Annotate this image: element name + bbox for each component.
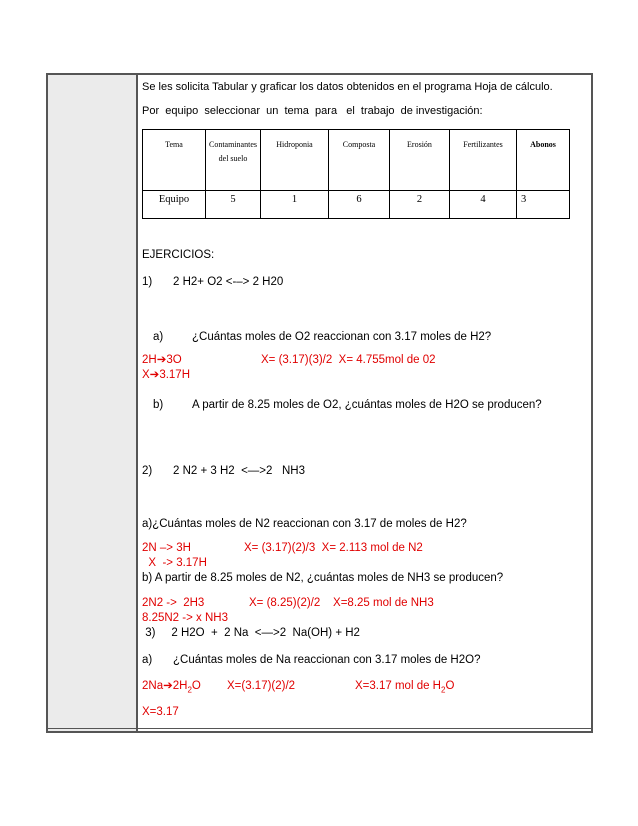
table-header-cell: Abonos (517, 130, 570, 191)
arrow-right-icon: ➔ (156, 354, 167, 366)
problem-1-number: 1) (142, 276, 153, 288)
table-cell: 2 (390, 190, 450, 218)
bottom-divider (48, 728, 591, 729)
table-header-cell: Contaminantes del suelo (206, 130, 261, 191)
answer-term: X=3.17 mol de H (355, 680, 441, 692)
arrow-right-icon: ➔ (149, 369, 160, 381)
table-cell: 3 (517, 190, 570, 218)
problem-3a-answer-left (142, 679, 201, 697)
table-cell: 1 (261, 190, 329, 218)
problem-1a-answer-line1 (142, 353, 182, 367)
table-cell: 4 (450, 190, 517, 218)
answer-term: 2H (142, 354, 157, 366)
intro-line-1: Se les solicita Tabular y graficar los datos obtenidos en el programa Hoja de cálculo. (142, 81, 553, 93)
problem-2b-answer-line1: 2N2 -> 2H3 (142, 597, 205, 609)
problem-1a-question: ¿Cuántas moles de O2 reaccionan con 3.17 moles de H2? (192, 331, 492, 343)
subscript: 2 (440, 685, 446, 695)
answer-term: 3O (166, 354, 182, 366)
problem-3a-label: a) (142, 654, 153, 666)
problem-2-number: 2) (142, 465, 153, 477)
answer-term: X (142, 369, 150, 381)
table-header-cell: Fertilizantes (450, 130, 517, 191)
topic-table (142, 129, 570, 219)
problem-1b-label: b) (153, 399, 164, 411)
table-header-cell: Erosión (390, 130, 450, 191)
table-header-cell: Tema (143, 130, 206, 191)
exercises-heading: EJERCICIOS: (142, 249, 215, 261)
problem-2a-question: a)¿Cuántas moles de N2 reaccionan con 3.17 de moles de H2? (142, 518, 467, 530)
answer-term: O (445, 680, 455, 692)
answer-term: 2H (172, 680, 188, 692)
answer-term: 2Na (142, 680, 164, 692)
left-margin-column (48, 75, 138, 731)
problem-1a-calculation: X= (3.17)(3)/2 X= 4.755mol de 02 (261, 354, 436, 366)
table-cell: 6 (329, 190, 390, 218)
table-row-label: Equipo (143, 190, 206, 218)
problem-2b-answer-line2: 8.25N2 -> x NH3 (142, 612, 228, 624)
answer-term: 3.17H (159, 369, 190, 381)
problem-3a-question: ¿Cuántas moles de Na reaccionan con 3.17 moles de H2O? (173, 654, 481, 666)
problem-1-equation: 2 H2+ O2 <-–> 2 H20 (173, 276, 284, 288)
table-data-row (143, 190, 570, 218)
table-header-row (143, 130, 570, 191)
table-header-cell: Hidroponia (261, 130, 329, 191)
problem-2a-answer-line1: 2N –> 3H (142, 542, 191, 554)
problem-3a-answer-x: X=3.17 (142, 706, 179, 718)
intro-line-2: Por equipo seleccionar un tema para el trabajo de investigación: (142, 105, 483, 117)
problem-2b-calculation: X= (8.25)(2)/2 X=8.25 mol de NH3 (249, 597, 434, 609)
arrow-right-icon: ➔ (163, 680, 173, 692)
table-cell: 5 (206, 190, 261, 218)
problem-2-equation: 2 N2 + 3 H2 <—>2 NH3 (173, 465, 305, 477)
answer-term: O (191, 680, 201, 692)
table-header-cell: Composta (329, 130, 390, 191)
problem-1b-question: A partir de 8.25 moles de O2, ¿cuántas moles de H2O se producen? (192, 399, 542, 411)
problem-1a-label: a) (153, 331, 164, 343)
problem-2a-answer-line2: X -> 3.17H (142, 557, 207, 569)
problem-2a-calculation: X= (3.17)(2)/3 X= 2.113 mol de N2 (244, 542, 423, 554)
problem-3a-calculation: X=(3.17)(2)/2 (227, 680, 296, 692)
subscript: 2 (187, 685, 192, 695)
problem-3a-result (355, 679, 454, 697)
problem-3-equation: 3) 2 H2O + 2 Na <—>2 Na(OH) + H2 (142, 627, 360, 639)
problem-2b-question: b) A partir de 8.25 moles de N2, ¿cuántas moles de NH3 se producen? (142, 572, 504, 584)
problem-1a-answer-line2 (142, 368, 190, 382)
